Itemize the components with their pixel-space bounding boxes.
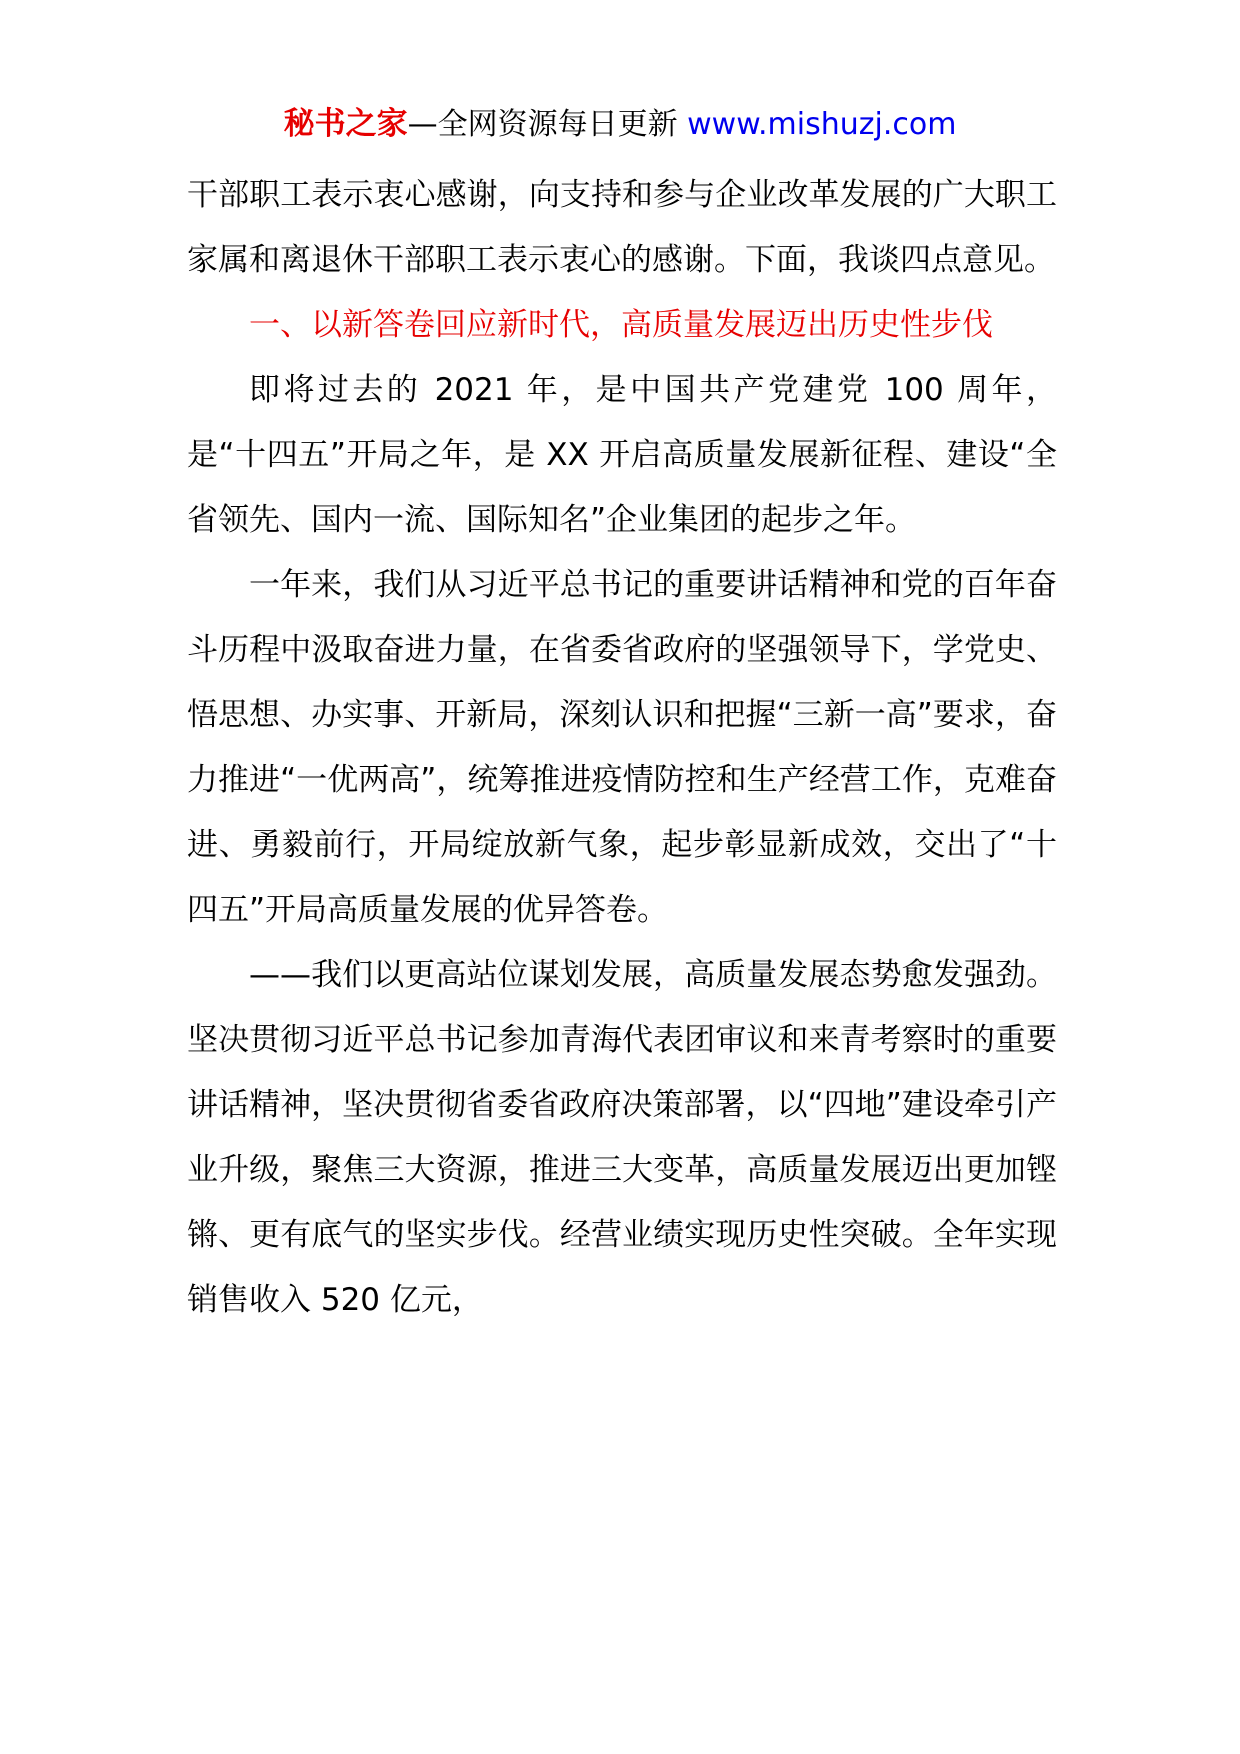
section-heading-1: 一、以新答卷回应新时代，高质量发展迈出历史性步伐: [249, 307, 993, 343]
paragraph-development: ——我们以更高站位谋划发展，高质量发展态势愈发强劲。坚决贯彻习近平总书记参加青海代表团审议和来青考察时的重要讲话精神，坚决贯彻省委省政府决策部署，以“四地”建设牵引产业升级，聚焦三大资源，推进三大变革，高质量发展迈出更加铿锵、更有底气的坚实步伐。经营业绩实现历史性突破。全年实现销售收入 520 亿元，: [187, 957, 1057, 1318]
paragraph-2021: 即将过去的 2021 年，是中国共产党建党 100 周年，是“十四五”开局之年，是 XX 开启高质量发展新征程、建设“全省领先、国内一流、国际知名”企业集团的起步之年。: [187, 372, 1057, 538]
site-brand: 秘书之家: [283, 106, 408, 142]
paragraph-thanks: 干部职工表示衷心感谢，向支持和参与企业改革发展的广大职工家属和离退休干部职工表示衷心的感谢。下面，我谈四点意见。: [187, 177, 1057, 278]
paragraph-year-review: 一年来，我们从习近平总书记的重要讲话精神和党的百年奋斗历程中汲取奋进力量，在省委省政府的坚强领导下，学党史、悟思想、办实事、开新局，深刻认识和把握“三新一高”要求，奋力推进“一优两高”，统筹推进疫情防控和生产经营工作，克难奋进、勇毅前行，开局绽放新气象，起步彰显新成效，交出了“十四五”开局高质量发展的优异答卷。: [187, 567, 1057, 928]
site-slogan: —全网资源每日更新: [407, 107, 688, 142]
document-body: [187, 163, 1057, 1333]
site-header: [0, 104, 1240, 145]
site-url-link[interactable]: www.mishuzj.com: [687, 107, 957, 142]
